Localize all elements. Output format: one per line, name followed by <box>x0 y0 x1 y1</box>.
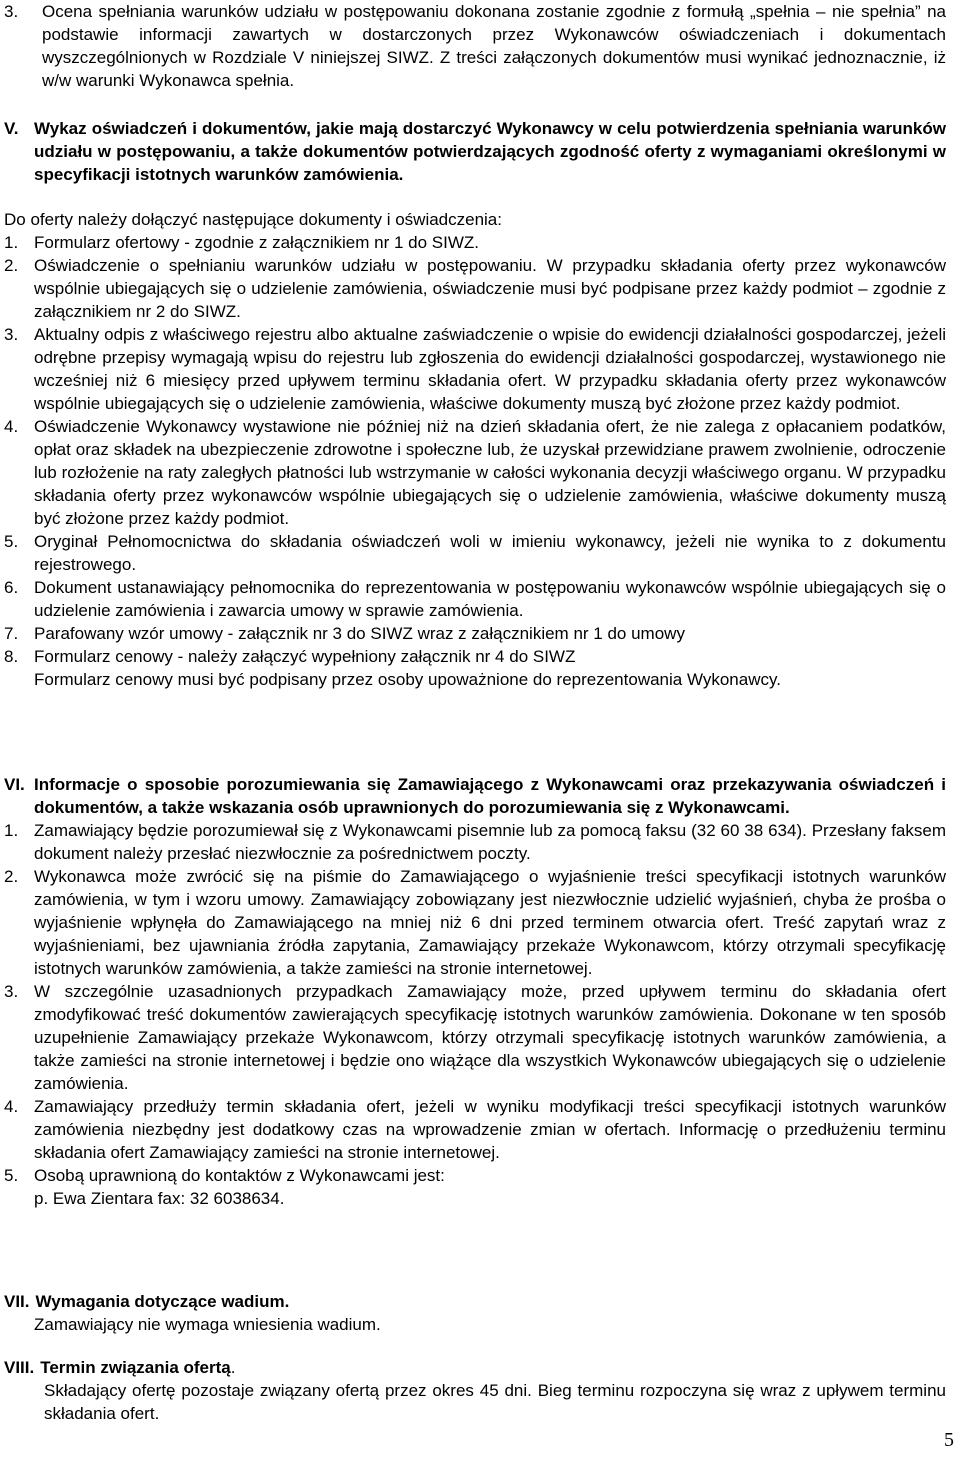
item-number: 5. <box>4 1166 19 1185</box>
list-item <box>4 231 954 254</box>
item-number: 1. <box>4 821 19 840</box>
item-number: 5. <box>4 532 19 551</box>
item-text: Formularz cenowy - należy załączyć wypełniony załącznik nr 4 do SIWZ <box>34 647 576 666</box>
item-text: Zamawiający będzie porozumiewał się z Wykonawcami pisemnie lub za pomocą faksu (32 60 38 634). Przesłany faksem dokument należy przesłać niezwłocznie za pośrednictwem poczty. <box>34 821 946 863</box>
list-item <box>4 865 954 980</box>
section-v <box>4 117 954 186</box>
item-number: 4. <box>4 417 19 436</box>
list-item <box>4 530 954 576</box>
section-vii <box>4 1290 954 1336</box>
section-v-body <box>4 208 954 691</box>
section-viii <box>4 1356 954 1425</box>
section-title: Termin związania ofertą <box>40 1358 231 1377</box>
section-title-period: . <box>230 1358 236 1377</box>
item-text: Ocena spełniania warunków udziału w postępowaniu dokonana zostanie zgodnie z formułą „spełnia – nie spełnia” na podstawie informacji zawartych w dostarczonych przez Wykonawców oświadczeniach i dokumentach wyszczególnionych w Rozdziale V niniejszej SIWZ. Z treści załączonych dokumentów musi wynikać jednoznacznie, iż w/w warunki Wykonawca spełnia. <box>42 2 946 90</box>
section-title: Wymagania dotyczące wadium. <box>35 1292 290 1311</box>
item-number: 1. <box>4 233 19 252</box>
list-item <box>4 1164 954 1187</box>
item-number: 2. <box>4 256 19 275</box>
section-title: Informacje o sposobie porozumiewania się Zamawiającego z Wykonawcami oraz przekazywania oświadczeń i dokumentów, a także wskazania osób uprawnionych do porozumiewania się z Wykonawcami. <box>34 775 946 817</box>
item-text: W szczególnie uzasadnionych przypadkach Zamawiający może, przed upływem terminu do składania ofert zmodyfikować treść dokumentów zawierających specyfikację istotnych warunków zamówienia. Dokonane w ten sposób uzupełnienie Zamawiający przekaże Wykonawcom, którzy otrzymali specyfikację istotnych warunków zamówienia, a także zamieści na stronie internetowej i będzie ono wiążące dla wszystkich Wykonawców ubiegających się o udzielenie zamówienia. <box>34 982 946 1093</box>
section-title: Wykaz oświadczeń i dokumentów, jakie mają dostarczyć Wykonawcy w celu potwierdzenia spełniania warunków udziału w postępowaniu, a także dokumentów potwierdzających zgodność oferty z wymaganiami określonymi w specyfikacji istotnych warunków zamówienia. <box>34 119 946 184</box>
section-number: VII. <box>4 1292 30 1311</box>
item-text: Parafowany wzór umowy - załącznik nr 3 do SIWZ wraz z załącznikiem nr 1 do umowy <box>34 624 685 643</box>
section-body: Składający ofertę pozostaje związany ofertą przez okres 45 dni. Bieg terminu rozpoczyna się wraz z upływem terminu składania ofert. <box>44 1381 946 1423</box>
section-number: VI. <box>4 775 25 794</box>
list-item <box>4 576 954 622</box>
item-extra-text: Formularz cenowy musi być podpisany przez osoby upoważnione do reprezentowania Wykonawcy. <box>34 670 781 689</box>
top-item <box>4 0 954 92</box>
item-extra-text: p. Ewa Zientara fax: 32 6038634. <box>34 1189 285 1208</box>
item-text: Dokument ustanawiający pełnomocnika do reprezentowania w postępowaniu wykonawców wspólnie ubiegających się o udzielenie zamówienia i zawarcia umowy w sprawie zamówienia. <box>34 578 946 620</box>
list-item <box>4 980 954 1095</box>
section-vi <box>4 773 954 1210</box>
item-number: 7. <box>4 624 19 643</box>
item-text: Zamawiający przedłuży termin składania ofert, jeżeli w wyniku modyfikacji treści specyfikacji istotnych warunków zamówienia niezbędny jest dodatkowy czas na wprowadzenie zmian w ofertach. Informację o przedłużeniu terminu składania ofert Zamawiający zamieści na stronie internetowej. <box>34 1097 946 1162</box>
item-text: Aktualny odpis z właściwego rejestru albo aktualne zaświadczenie o wpisie do ewidencji działalności gospodarczej, jeżeli odrębne przepisy wymagają wpisu do rejestru lub zgłoszenia do ewidencji działalności gospodarczej, wystawionego nie wcześniej niż 6 miesięcy przed upływem terminu składania ofert. W przypadku składania oferty przez wykonawców wspólnie ubiegających się o udzielenie zamówienia, właściwe dokumenty muszą być złożone przez każdy podmiot. <box>34 325 946 413</box>
item-number: 2. <box>4 867 19 886</box>
item-text: Formularz ofertowy - zgodnie z załącznikiem nr 1 do SIWZ. <box>34 233 479 252</box>
item-text: Oświadczenie o spełnianiu warunków udziału w postępowaniu. W przypadku składania oferty przez wykonawców wspólnie ubiegających się o udzielenie zamówienia, oświadczenie musi być podpisane przez każdy podmiot – zgodnie z załącznikiem nr 2 do SIWZ. <box>34 256 946 321</box>
list-item <box>4 323 954 415</box>
item-number: 6. <box>4 578 19 597</box>
item-number: 3. <box>4 982 19 1001</box>
section-intro: Do oferty należy dołączyć następujące dokumenty i oświadczenia: <box>4 210 502 229</box>
item-text: Oświadczenie Wykonawcy wystawione nie później niż na dzień składania ofert, że nie zalega z opłacaniem podatków, opłat oraz składek na ubezpieczenie zdrowotne i społeczne lub, że uzyskał przewidziane prawem zwolnienie, odroczenie lub rozłożenie na raty zaległych płatności lub wstrzymanie w całości wykonania decyzji właściwego organu. W przypadku składania oferty przez wykonawców wspólnie ubiegających się o udzielenie zamówienia, właściwe dokumenty muszą być złożone przez każdy podmiot. <box>34 417 946 528</box>
list-item <box>4 622 954 645</box>
section-body: Zamawiający nie wymaga wniesienia wadium. <box>34 1315 381 1334</box>
item-text: Oryginał Pełnomocnictwa do składania oświadczeń woli w imieniu wykonawcy, jeżeli nie wynika to z dokumentu rejestrowego. <box>34 532 946 574</box>
item-text: Osobą uprawnioną do kontaktów z Wykonawcami jest: <box>34 1166 445 1185</box>
item-number: 4. <box>4 1097 19 1116</box>
list-item <box>4 415 954 530</box>
item-text: Wykonawca może zwrócić się na piśmie do Zamawiającego o wyjaśnienie treści specyfikacji istotnych warunków zamówienia, w tym i wzoru umowy. Zamawiający zobowiązany jest niezwłocznie udzielić wyjaśnień, chyba że prośba o wyjaśnienie wpłynęła do Zamawiającego na mniej niż 6 dni przed terminem otwarcia ofert. Treść zapytań wraz z wyjaśnieniami, bez ujawniania źródła zapytania, Zamawiający przekaże Wykonawcom, którzy otrzymali specyfikację istotnych warunków zamówienia, a także zamieści na stronie internetowej. <box>34 867 946 978</box>
item-number: 3. <box>4 325 19 344</box>
list-item <box>4 819 954 865</box>
list-item <box>4 254 954 323</box>
section-number: V. <box>4 119 19 138</box>
item-number: 8. <box>4 647 19 666</box>
list-item <box>4 1095 954 1164</box>
section-number: VIII. <box>4 1358 35 1377</box>
page-number: 5 <box>944 1429 954 1451</box>
item-number: 3. <box>4 2 19 21</box>
list-item <box>4 645 954 668</box>
